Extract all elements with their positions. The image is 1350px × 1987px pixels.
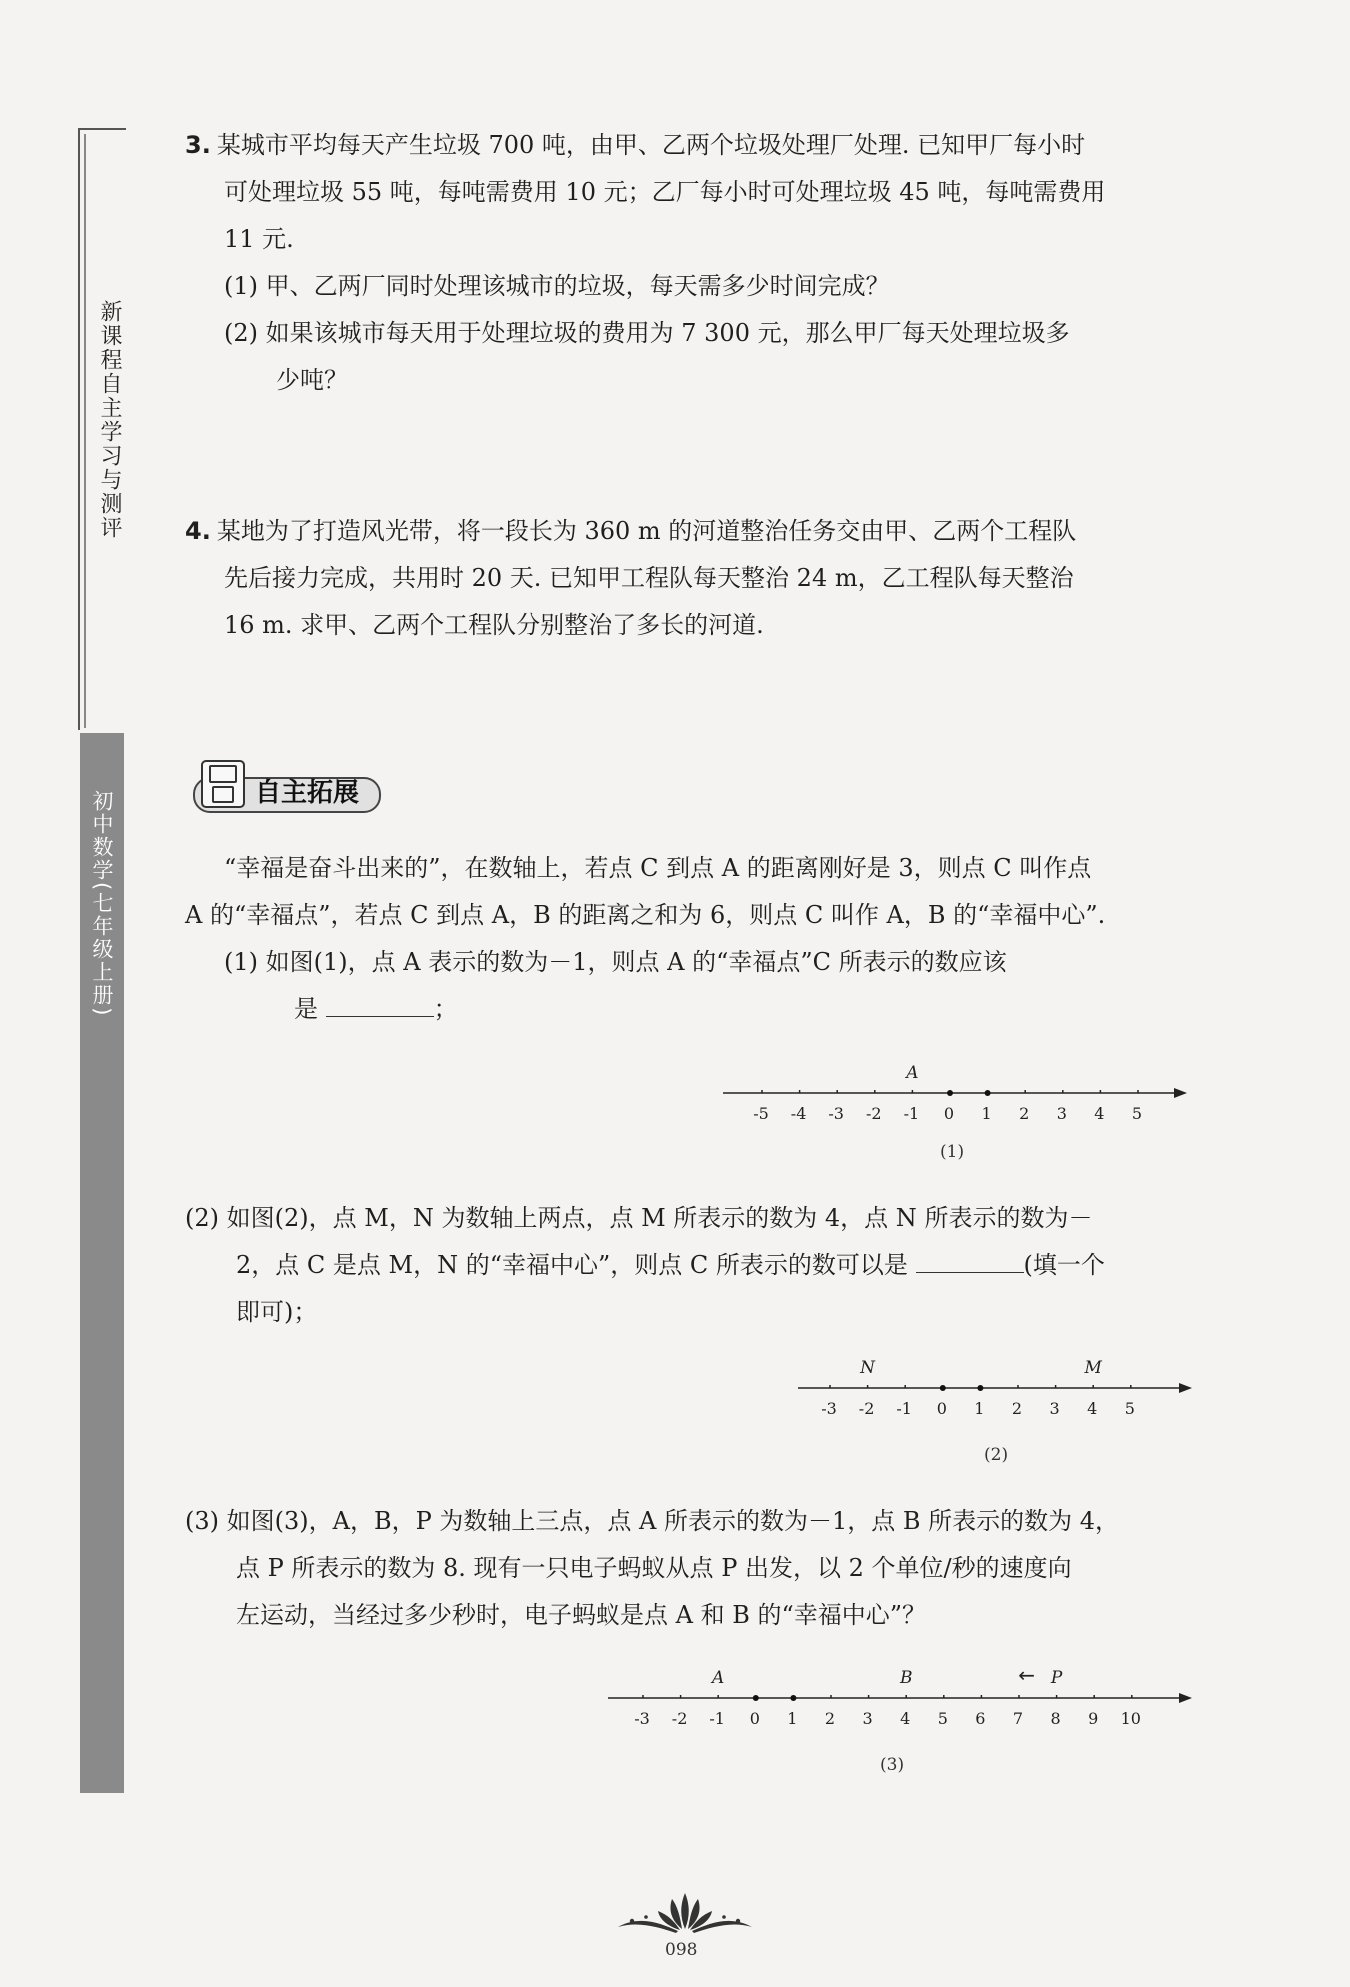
point-label-n: N <box>860 1358 876 1378</box>
tick-label: 8 <box>1050 1709 1061 1728</box>
problem-3-question-2-line-1: (2) 如果该城市每天用于处理垃圾的费用为 7 300 元，那么甲厂每天处理垃圾多 <box>224 319 1070 347</box>
point-label-b: B <box>899 1668 913 1688</box>
extension-question-2-line-1: (2) 如图(2)，点 M，N 为数轴上两点，点 M 所表示的数为 4，点 N 所表示的数为－ <box>185 1204 1093 1232</box>
tick-label: 3 <box>1056 1104 1067 1123</box>
extension-question-1-line-1: (1) 如图(1)，点 A 表示的数为－1，则点 A 的“幸福点”C 所表示的数应该 <box>224 948 1007 976</box>
tick-dot <box>977 1385 983 1391</box>
q1-answer-prefix: 是 <box>294 995 318 1023</box>
number-line-3-svg <box>605 1660 1195 1740</box>
q2-text-a: 2，点 C 是点 M，N 的“幸福中心”，则点 C 所表示的数可以是 <box>236 1251 908 1279</box>
tick-label: -2 <box>866 1104 882 1123</box>
tick-label: 1 <box>974 1399 985 1418</box>
point-label-a: A <box>712 1668 725 1688</box>
tick-dot <box>790 1695 796 1701</box>
problem-3-line-2: 可处理垃圾 55 吨，每吨需费用 10 元；乙厂每小时可处理垃圾 45 吨，每吨需费用 <box>224 178 1106 206</box>
tick-label: -1 <box>709 1709 725 1728</box>
section-badge <box>185 760 383 810</box>
sidebar-book-title: 新课程自主学习与测评 <box>97 300 122 540</box>
number-line-1-svg <box>720 1055 1190 1135</box>
number-line-figure-2 <box>795 1350 1195 1430</box>
page-number: 098 <box>665 1940 698 1960</box>
axis-arrow-icon <box>1179 1693 1192 1703</box>
problem-4-line-3: 16 m. 求甲、乙两个工程队分别整治了多长的河道. <box>224 611 764 639</box>
footer-ornament <box>610 1885 760 1939</box>
problem-3-question-2-line-2: 少吨？ <box>276 366 348 394</box>
problem-4-line-1 <box>185 508 1076 555</box>
number-line-figure-3 <box>605 1660 1195 1740</box>
problem-3-line-1 <box>185 122 1085 169</box>
tick-label: 2 <box>1011 1399 1023 1418</box>
tick-label: 4 <box>900 1709 911 1728</box>
extension-intro-line-2: A 的“幸福点”，若点 C 到点 A，B 的距离之和为 6，则点 C 叫作 A，B 的“幸福中心”. <box>185 901 1106 929</box>
tick-label: 4 <box>1094 1104 1105 1123</box>
tick-dot <box>985 1090 991 1096</box>
extension-question-3-line-3: 左运动，当经过多少秒时，电子蚂蚁是点 A 和 B 的“幸福中心”？ <box>236 1601 927 1629</box>
tick-label: 0 <box>936 1399 947 1418</box>
tick-label: 5 <box>937 1709 948 1728</box>
floppy-disk-icon <box>201 760 245 808</box>
figure-2-caption: (2) <box>984 1445 1009 1465</box>
problem-3-text-1: 某城市平均每天产生垃圾 700 吨，由甲、乙两个垃圾处理厂处理. 已知甲厂每小时 <box>216 131 1086 159</box>
tick-label: -3 <box>828 1104 844 1123</box>
q1-answer-end: ； <box>433 995 458 1023</box>
tick-label: 1 <box>981 1104 992 1123</box>
tick-label: 6 <box>975 1709 986 1728</box>
motion-arrow-icon: ← <box>1018 1663 1035 1687</box>
number-line-figure-1 <box>720 1055 1190 1135</box>
tick-label: 5 <box>1124 1399 1135 1418</box>
tick-label: 9 <box>1088 1709 1099 1728</box>
q1-answer-blank <box>326 992 434 1017</box>
tick-dot <box>753 1695 759 1701</box>
extension-intro-line-1: “幸福是奋斗出来的”，在数轴上，若点 C 到点 A 的距离刚好是 3，则点 C 叫作点 <box>224 854 1092 882</box>
q2-text-b: (填一个 <box>1023 1251 1105 1279</box>
tick-label: -5 <box>753 1104 769 1123</box>
problem-4-number: 4. <box>185 517 211 545</box>
point-label-a: A <box>906 1063 919 1083</box>
tick-label: -3 <box>821 1399 837 1418</box>
sidebar-grade-label: 初中数学(七年级上册) <box>90 790 114 1018</box>
tick-label: 3 <box>1049 1399 1060 1418</box>
tick-label: -3 <box>634 1709 650 1728</box>
extension-question-2-line-3: 即可)； <box>236 1298 318 1326</box>
figure-1-caption: (1) <box>940 1142 965 1162</box>
figure-3-caption: (3) <box>880 1755 905 1775</box>
problem-3-line-3: 11 元. <box>224 225 294 253</box>
tick-label: 3 <box>862 1709 873 1728</box>
tick-label: 0 <box>943 1104 955 1123</box>
tick-label: 1 <box>787 1709 798 1728</box>
tick-label: -2 <box>858 1399 875 1418</box>
extension-question-2-line-2 <box>236 1242 1105 1289</box>
tick-label: -4 <box>790 1104 807 1123</box>
problem-4-line-2: 先后接力完成，共用时 20 天. 已知甲工程队每天整治 24 m，乙工程队每天整治 <box>224 564 1074 592</box>
extension-question-1-line-2 <box>294 986 458 1033</box>
tick-label: 2 <box>1019 1104 1030 1123</box>
axis-arrow-icon <box>1179 1383 1192 1393</box>
section-title: 自主拓展 <box>255 778 360 808</box>
axis-arrow-icon <box>1174 1088 1187 1098</box>
tick-label: -2 <box>671 1709 688 1728</box>
tick-dot <box>947 1090 953 1096</box>
tick-label: 2 <box>824 1709 836 1728</box>
leaf-ornament-icon <box>610 1885 760 1935</box>
problem-3-question-1: (1) 甲、乙两厂同时处理该城市的垃圾，每天需多少时间完成？ <box>224 272 890 300</box>
problem-3-number: 3. <box>185 131 211 159</box>
tick-label: 0 <box>749 1709 760 1728</box>
tick-dot <box>940 1385 946 1391</box>
tick-label: 10 <box>1120 1709 1141 1728</box>
point-label-p: P <box>1050 1668 1063 1688</box>
q2-answer-blank <box>916 1248 1024 1273</box>
extension-question-3-line-1: (3) 如图(3)，A，B，P 为数轴上三点，点 A 所表示的数为－1，点 B 所表示的数为 4， <box>185 1507 1120 1535</box>
problem-4-text-1: 某地为了打造风光带，将一段长为 360 m 的河道整治任务交由甲、乙两个工程队 <box>216 517 1077 545</box>
tick-label: 7 <box>1012 1709 1024 1728</box>
tick-label: -1 <box>903 1104 920 1123</box>
tick-label: 4 <box>1087 1399 1098 1418</box>
extension-question-3-line-2: 点 P 所表示的数为 8. 现有一只电子蚂蚁从点 P 出发，以 2 个单位/秒的速度向 <box>236 1554 1072 1582</box>
tick-label: 5 <box>1131 1104 1143 1123</box>
number-line-2-svg <box>795 1350 1195 1430</box>
point-label-m: M <box>1084 1358 1102 1378</box>
tick-label: -1 <box>896 1399 912 1418</box>
